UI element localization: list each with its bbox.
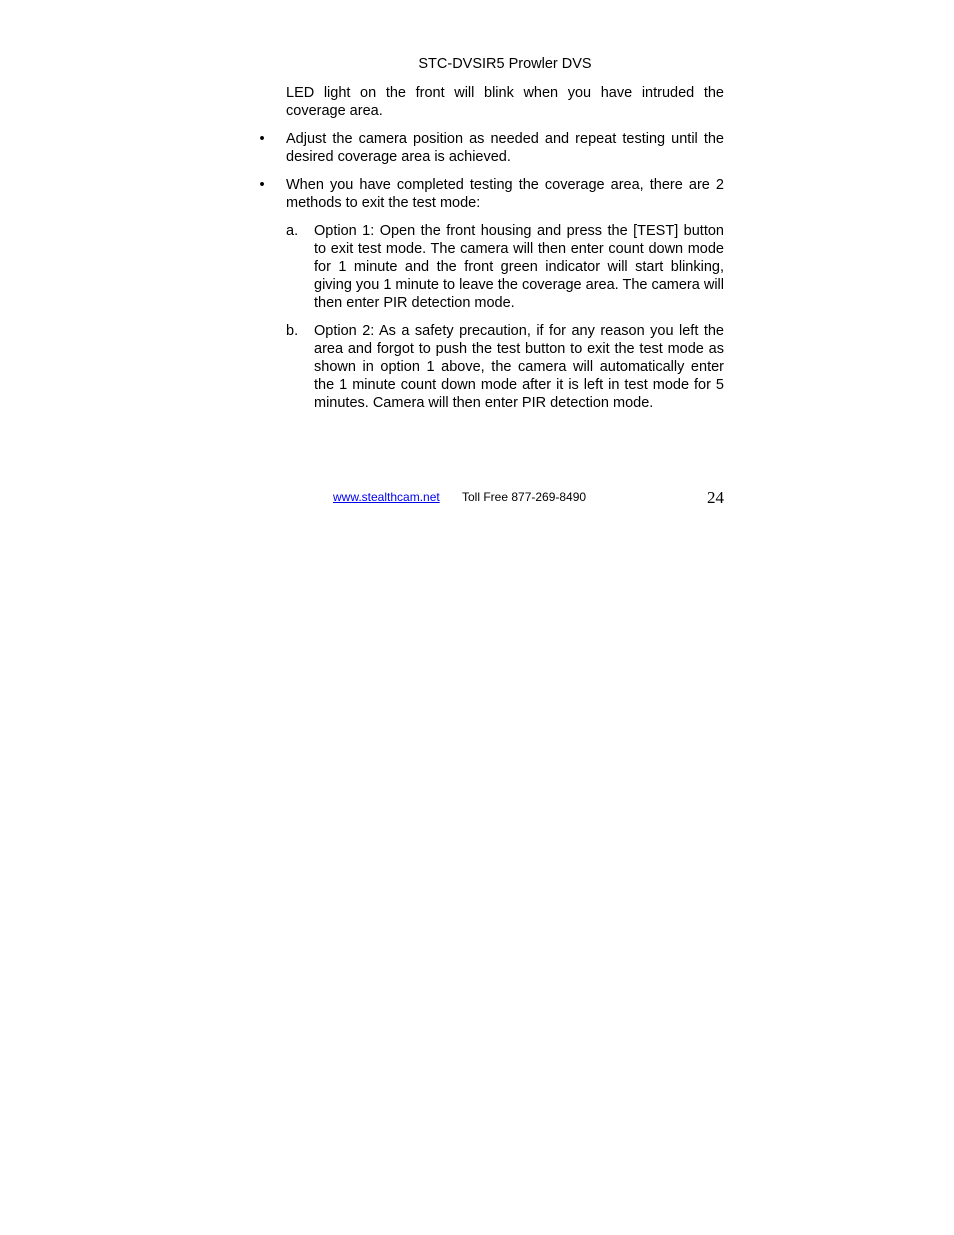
toll-free-phone: Toll Free 877-269-8490 — [462, 490, 587, 504]
bullet-marker: • — [259, 177, 265, 193]
bullet-text: Adjust the camera position as needed and repeat testing until the desired coverage area is achieved. — [286, 131, 724, 165]
bullet-item-adjust — [259, 130, 724, 166]
option-marker: a. — [286, 223, 299, 239]
page-footer — [333, 488, 724, 512]
option-marker: b. — [286, 323, 299, 339]
page-header: STC-DVSIR5 Prowler DVS — [418, 56, 592, 72]
option-text: Option 1: Open the front housing and press the [TEST] button to exit test mode. The camera will then enter count down mode for 1 minute and the front green indicator will start blinking, giving you 1 minute to leave the coverage area. The camera will then enter PIR detection mode. — [314, 223, 724, 311]
document-body — [259, 84, 724, 422]
option-text: Option 2: As a safety precaution, if for any reason you left the area and forgot to push the test button to exit the test mode as shown in option 1 above, the camera will automatically enter the 1 minute count down mode after it is left in test mode for 5 minutes. Camera will then enter PIR detection mode. — [314, 323, 724, 411]
website-link[interactable]: www.stealthcam.net — [333, 490, 440, 504]
intro-paragraph: LED light on the front will blink when you have intruded the coverage area. — [286, 85, 724, 119]
page-number: 24 — [707, 488, 724, 507]
bullet-marker: • — [259, 131, 265, 147]
option-1-item — [286, 222, 724, 312]
options-list — [286, 222, 724, 412]
bullet-item-exit-methods — [259, 176, 724, 412]
option-2-item — [286, 322, 724, 412]
bullet-text: When you have completed testing the coverage area, there are 2 methods to exit the test mode: — [286, 177, 724, 211]
